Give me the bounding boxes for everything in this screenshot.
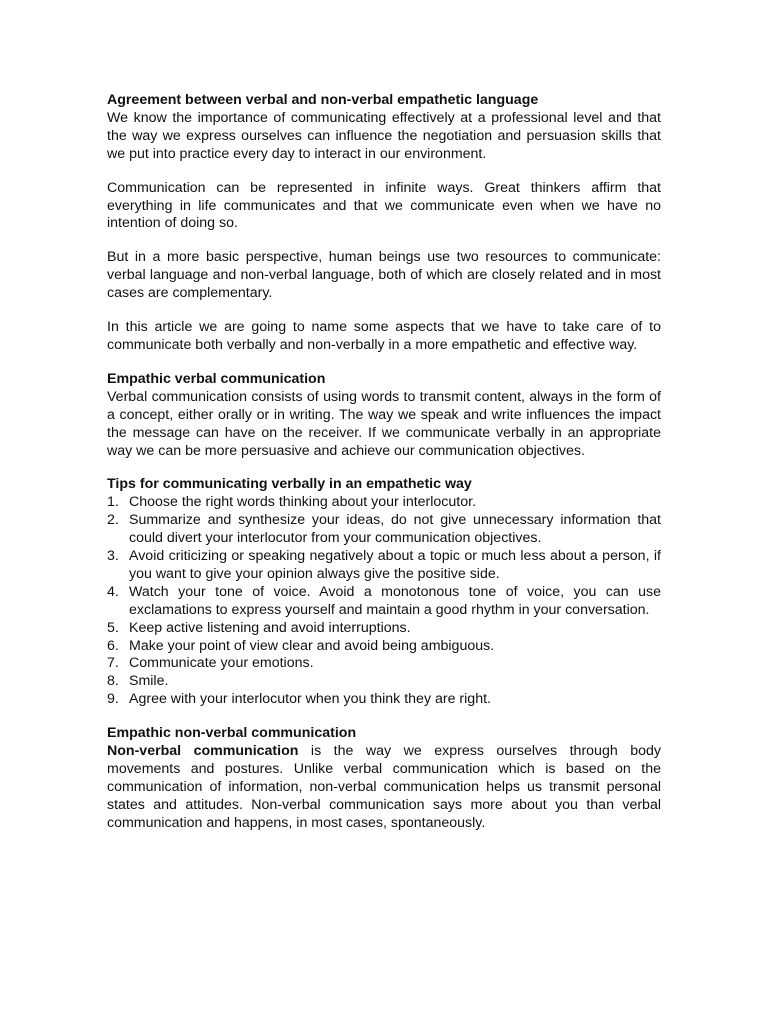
- list-item-text: Agree with your interlocutor when you think they are right.: [129, 691, 491, 708]
- document-page: [107, 92, 661, 833]
- list-item: [107, 638, 661, 656]
- nonverbal-lead-term: Non-verbal communication: [107, 743, 299, 760]
- list-item-text: Make your point of view clear and avoid being ambiguous.: [129, 637, 495, 654]
- list-item-text: Keep active listening and avoid interruptions.: [129, 619, 411, 636]
- paragraph-gap: [107, 709, 661, 725]
- intro-paragraph-1: We know the importance of communicating effectively at a professional level and that the way we express ourselves can influence the negotiation and persuasion skills that we put into practice every day to interact in our environment.: [107, 109, 661, 162]
- list-item: [107, 655, 661, 673]
- document-title: Agreement between verbal and non-verbal empathetic language: [107, 92, 539, 108]
- list-item-text: Choose the right words thinking about your interlocutor.: [129, 494, 477, 511]
- tips-section-heading: Tips for communicating verbally in an empathetic way: [107, 476, 472, 493]
- list-item: [107, 691, 661, 709]
- list-item-number: 3.: [107, 548, 119, 565]
- paragraph-gap: [107, 233, 661, 249]
- paragraph-gap: [107, 460, 661, 476]
- list-item-text: Smile.: [129, 673, 169, 690]
- intro-paragraph-3: But in a more basic perspective, human beings use two resources to communicate: verbal language and non-verbal language, both of which are closely related and in most cases are complementary.: [107, 249, 661, 302]
- list-item-text: Communicate your emotions.: [129, 655, 314, 672]
- list-item: [107, 673, 661, 691]
- intro-paragraph-4: In this article we are going to name some aspects that we have to take care of to communicate both verbally and non-verbally in a more empathetic and effective way.: [107, 319, 661, 353]
- intro-paragraph-2: Communication can be represented in infinite ways. Great thinkers affirm that everything in life communicates and that we communicate even when we have no intention of doing so.: [107, 179, 661, 232]
- verbal-section-heading: Empathic verbal communication: [107, 370, 326, 387]
- list-item-number: 9.: [107, 691, 119, 708]
- list-item-text: Watch your tone of voice. Avoid a monotonous tone of voice, you can use exclamations to express yourself and maintain a good rhythm in your conversation.: [129, 583, 661, 618]
- list-item-text: Summarize and synthesize your ideas, do not give unnecessary information that could divert your interlocutor from your communication objectives.: [129, 512, 661, 547]
- nonverbal-paragraph-rest: is the way we express ourselves through body movements and postures. Unlike verbal communication which is based on the communication of information, non-verbal communication helps us transmit personal states and attitudes. Non-verbal communication says more about you than verbal communication and happens, in most cases, spontaneously.: [107, 743, 661, 831]
- nonverbal-section-heading: Empathic non-verbal communication: [107, 725, 357, 742]
- list-item: [107, 584, 661, 620]
- list-item-number: 8.: [107, 673, 119, 690]
- list-item-number: 1.: [107, 494, 119, 511]
- list-item-number: 5.: [107, 619, 119, 636]
- paragraph-gap: [107, 164, 661, 180]
- list-item-number: 7.: [107, 655, 119, 672]
- paragraph-gap: [107, 355, 661, 371]
- list-item: [107, 494, 661, 512]
- nonverbal-section-paragraph: [107, 743, 661, 833]
- verbal-section-paragraph: Verbal communication consists of using words to transmit content, always in the form of a concept, either orally or in writing. The way we speak and write influences the impact the message can have on the receiver. If we communicate verbally in an appropriate way we can be more persuasive and achieve our communication objectives.: [107, 388, 661, 459]
- list-item: [107, 548, 661, 584]
- list-item-number: 6.: [107, 637, 119, 654]
- list-item-number: 2.: [107, 512, 119, 529]
- list-item-number: 4.: [107, 583, 119, 600]
- tips-list: [107, 494, 661, 709]
- list-item: [107, 620, 661, 638]
- list-item-text: Avoid criticizing or speaking negatively about a topic or much less about a person, if you want to give your opinion always give the positive side.: [129, 548, 661, 582]
- list-item: [107, 512, 661, 548]
- paragraph-gap: [107, 303, 661, 319]
